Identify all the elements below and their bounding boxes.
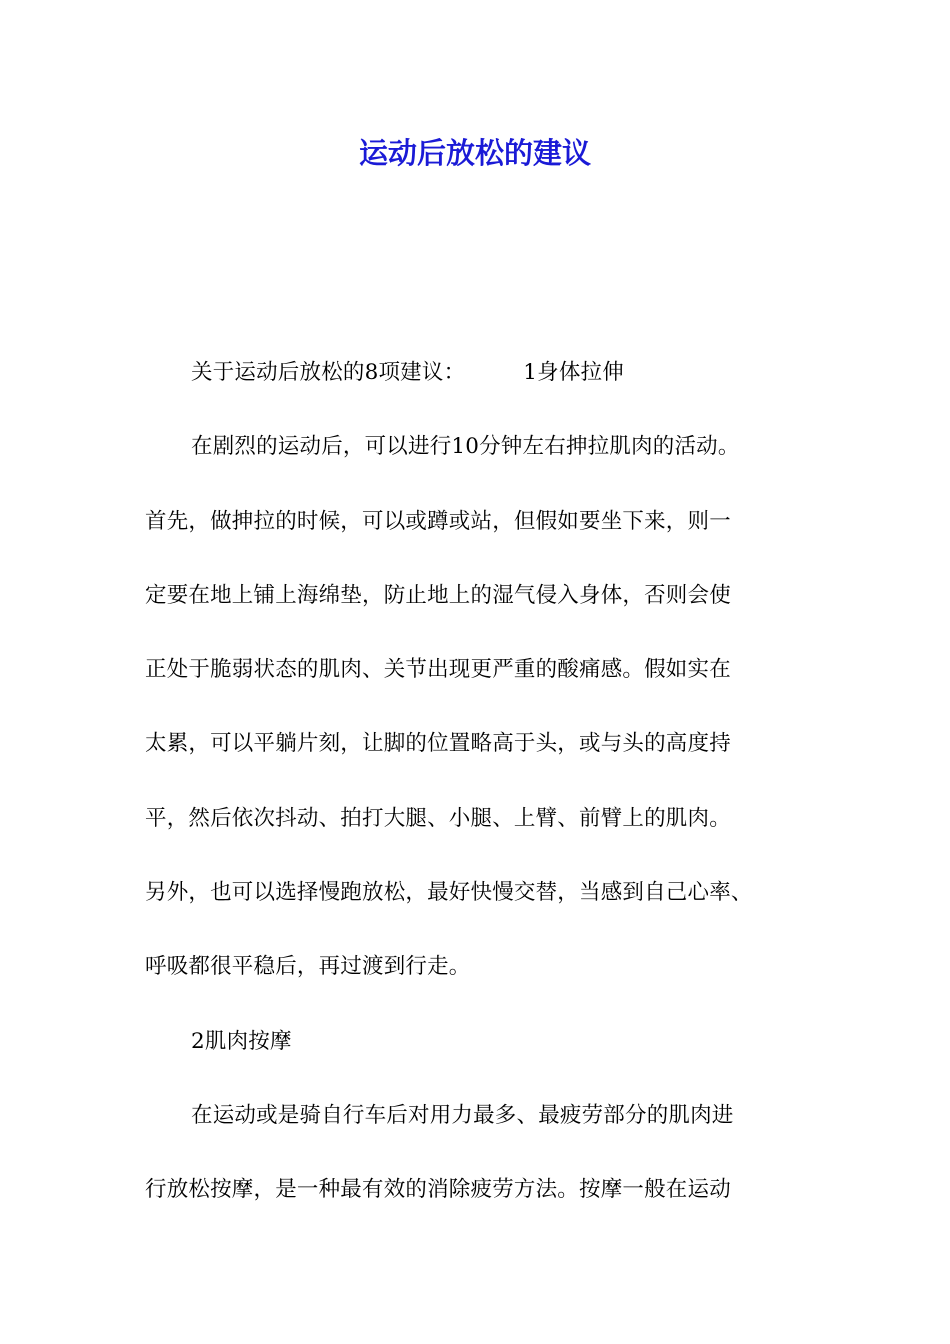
paragraph-line: 平，然后依次抖动、拍打大腿、小腿、上臂、前臂上的肌肉。: [145, 805, 731, 831]
paragraph-line: 另外，也可以选择慢跑放松，最好快慢交替，当感到自己心率、: [145, 880, 753, 906]
section1-heading: 1身体拉伸: [523, 360, 624, 385]
paragraph-line: 正处于脆弱状态的肌肉、关节出现更严重的酸痛感。假如实在: [145, 657, 731, 683]
paragraph-line: 呼吸都很平稳后，再过渡到行走。: [145, 954, 471, 980]
document-body: [145, 336, 825, 1228]
paragraph-line: 行放松按摩，是一种最有效的消除疲劳方法。按摩一般在运动: [145, 1177, 731, 1203]
intro-line: [145, 336, 825, 410]
paragraph-line: 在剧烈的运动后，可以进行10分钟左右抻拉肌肉的活动。: [191, 434, 740, 460]
document-title: 运动后放松的建议: [358, 136, 591, 170]
intro-lead: 关于运动后放松的8项建议：: [191, 360, 466, 385]
paragraph-line: 在运动或是骑自行车后对用力最多、最疲劳部分的肌肉进: [191, 1102, 734, 1128]
paragraph-line: 太累，可以平躺片刻，让脚的位置略高于头，或与头的高度持: [145, 731, 731, 757]
section2-heading: 2肌肉按摩: [191, 1028, 292, 1054]
paragraph-line: 首先，做抻拉的时候，可以或蹲或站，但假如要坐下来，则一: [145, 508, 731, 534]
paragraph-line: 定要在地上铺上海绵垫，防止地上的湿气侵入身体，否则会使: [145, 582, 731, 608]
